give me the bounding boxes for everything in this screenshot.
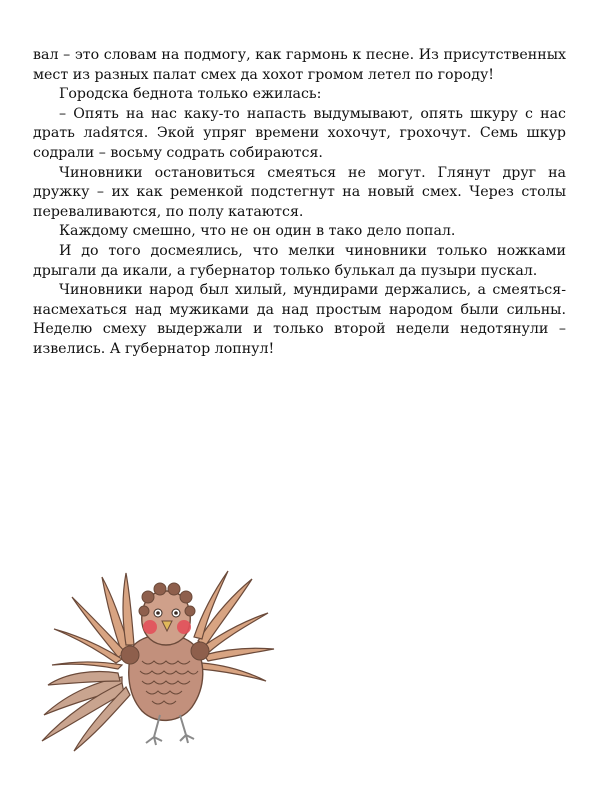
bird-illustration <box>30 565 280 755</box>
paragraph: Чиновники остановиться смеяться не могут. Глянут друг на дружку – их как ременкой подстегнут на новый смех. Через столы переваливаются, по полу катаются. <box>33 164 566 220</box>
bird-tail <box>42 672 130 752</box>
paragraph: Городска беднота только ежилась: <box>59 86 322 103</box>
paragraph: И до того досмеялись, что мелки чиновники только ножками дрыгали да икали, а губернатор только булькал да пузыри пускал. <box>33 242 566 279</box>
paragraph: Каждому смешно, что не он один в тако дело попал. <box>59 223 456 240</box>
bird-body <box>121 635 209 721</box>
bird-right-wing <box>194 571 274 681</box>
paragraph: – Опять на нас каку-то напасть выдумывают, опять шкуру с нас драть лаdятся. Экой упряг времени хохочут, грохочут. Семь шкур содрали – восьму содрать собираются. <box>33 105 566 161</box>
story-text <box>33 46 566 360</box>
paragraph: Чиновники народ был хилый, мундирами держались, а смеяться-насмехаться над мужиками да над простым народом были сильны. Неделю смеху выдержали и только второй недели недотянули – извелись. А губернатор лопнул! <box>33 282 566 357</box>
paragraph: вал – это словам на подмогу, как гармонь к песне. Из присутственных мест из разных палат смех да хохот громом летел по городу! <box>33 47 566 83</box>
bird-head <box>139 583 195 645</box>
